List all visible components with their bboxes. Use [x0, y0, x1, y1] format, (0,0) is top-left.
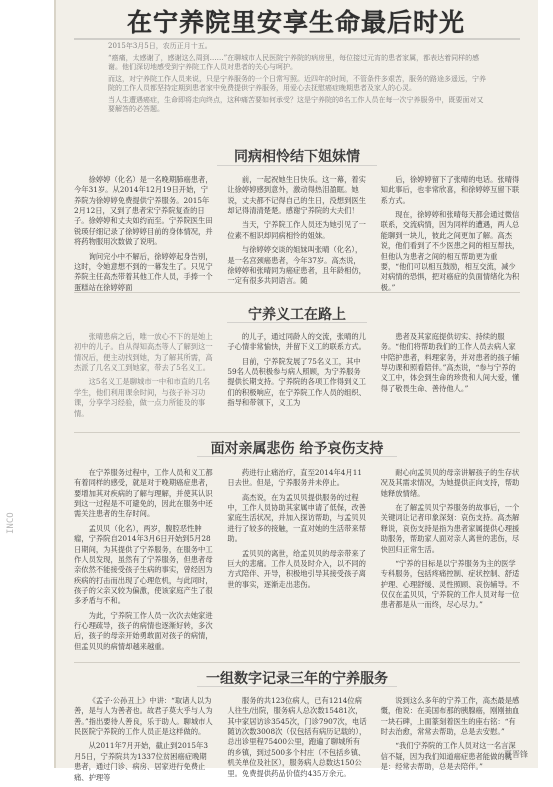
- lead-paragraph: 当人生遭遇癌症，生命即将走向终点，这种痛苦要如何承受？这是宁养院的8名工作人员在每一次宁养服务中，既要面对又要解答的必答题。: [108, 95, 484, 113]
- paragraph: 这5名义工是聊城市一中和市直的几名学生，他们利用课余时间，与孩子补习功课，分享学习经验，做一点力所能及的事情。: [74, 377, 210, 418]
- text-column: [381, 696, 520, 787]
- section-title: 同病相怜结下姐妹情: [234, 149, 360, 165]
- paragraph: 《孟子·公孙丑上》中讲：“取诸人以为善，是与人为善者也。故君子莫大乎与人为善。”指出要待人善良，乐于助人。聊城市人民医院宁养院的工作人员正是这样做的。: [74, 696, 213, 737]
- paragraph: 高杰说，在为孟贝贝提供服务的过程中，工作人员协助其家属申请了低保，改善家庭生活状况，并加入探访帮助，与孟贝贝进行了较多的接触，一直对她的生活带来帮助。: [227, 492, 366, 544]
- lead-paragraph: “癌痛，太感谢了，感谢这么周到……”在聊城市人民医院宁养院的病房里，每位接过元宵的患者家属，都表达着同样的感谢。他们深切地感受到宁养院工作人员对患者的关心与呵护。: [108, 53, 480, 71]
- paragraph: 前，一起祝她生日快乐。这一幕，着实让徐婷婷感到意外，激动得热泪盈眶。她说，丈夫都不记得自己的生日，没想到医生却记得清清楚楚。感谢宁养院的大夫们！: [227, 175, 366, 216]
- section-body: [74, 696, 520, 782]
- text-column: [74, 696, 213, 787]
- section-title: 宁养义工在路上: [248, 307, 346, 323]
- paragraph: 与徐婷婷交谈的姐妹叫张晴（化名），是一名宫颈癌患者，今年37岁。高杰说，徐婷婷和张晴同为癌症患者，且年龄相仿，一定有很多共同语言。随: [227, 245, 366, 286]
- text-column: [74, 175, 213, 297]
- section-body: [74, 468, 520, 652]
- newspaper-page: [56, 0, 538, 782]
- paragraph: 患者及其家庭提供切实、持续的服务。“他们将帮助我们的工作人员去病人家中陪护患者，料理家务，并对患者的孩子辅导功课和照看陪伴。”高杰说，“参与宁养的义工中，体会到生命的珍贵和人间大爱，懂得了敬畏生命、善待他人。”: [380, 332, 520, 393]
- paragraph: 张晴患病之后，唯一放心不下的是她上初中的儿子。自从得知高杰等人了解到这一情况后，便主动找到她，为了解其所需，高杰派了几名义工到她家，带去了5名义工。: [74, 332, 213, 373]
- section-divider: [74, 662, 520, 663]
- paragraph: 说到这么多年的宁养工作，高杰最是感慨，他说：在美国布那的胰腺癌，刚刚抽血一块石碑，上面篆刻着医生的座右铭：“有时去治愈，常常去帮助，总是去安慰。”: [380, 696, 520, 737]
- left-white-margin: [0, 0, 56, 768]
- text-column: [381, 332, 520, 428]
- paragraph: 药进行止痛治疗，直至2014年4月11日去世。但是，宁养服务并未停止。: [227, 468, 362, 488]
- paragraph: 的儿子，通过同龄人的交流，张晴的儿子心情非常愉快，并留下义工的联系方式。: [227, 332, 366, 352]
- text-column: [227, 696, 366, 787]
- text-column: [227, 175, 366, 297]
- section-title-underline: [227, 322, 367, 323]
- byline: 夏晋锋: [504, 750, 528, 759]
- section-title-underline: [197, 686, 397, 687]
- paragraph: 孟贝贝（化名），两岁，腹腔恶性肿瘤，宁养院自2014年3月6日开始到5月28日期间，为其提供了宁养服务，在服务中工作人员发现，虽然有了宁养服务，但患者母亲依然不能接受孩子生病的事实，曾经因为疾病的打击而出现了心理危机，与此同时，孩子的父亲又较为偏激，使该家庭产生了很多矛盾与不和。: [74, 523, 213, 606]
- paragraph: 后，徐婷婷留下了张晴的电话。张晴得知此事后，也非常欣喜，和徐婷婷互留下联系方式。: [380, 175, 520, 205]
- lead-paragraph: 2015年3月5日，农历正月十五。: [108, 42, 212, 50]
- text-column: [227, 468, 366, 656]
- section-body: [74, 332, 520, 428]
- section-title: 面对亲属悲伤 给予哀伤支持: [210, 441, 384, 457]
- text-column: [381, 468, 520, 656]
- lead-paragraphs: [108, 42, 488, 117]
- text-column: [227, 332, 366, 428]
- paragraph: 孟贝贝的离世，给孟贝贝的母亲带来了巨大的悲痛。工作人员及时介入，以不同的方式陪伴、开导，积极地引导其接受孩子离世的事实，逐渐走出悲伤。: [227, 548, 366, 589]
- paragraph: 现在，徐婷婷和张晴每天都会通过微信联系，交流病情，因为同样的遭遇，两人总能聊到一块儿，彼此之间更加了解。高杰说，他们看到了不少医患之间的相互帮扶，但他认为患者之间的相互帮助更为重要，“他们可以相互鼓励，相互交流，减少对病情的恐惧，把对癌症的负面情绪化为积极。”: [380, 210, 520, 292]
- paragraph: 从2011年7月开始，截止到2015年3月5日，宁养院共为1337位贫困癌症晚期患者，通过门诊、病房、居家进行免费止痛、护理等: [74, 741, 208, 782]
- paragraph: 当天，宁养院工作人员还为她引见了一位素不相识却同病相怜的姐妹。: [227, 220, 366, 240]
- section-title-underline: [197, 456, 397, 457]
- section-title-underline: [217, 165, 377, 166]
- headline-rule: [74, 38, 520, 40]
- paragraph: 在宁养服务过程中，工作人员和义工都有着同样的感受，就是对于晚期癌症患者，要增加其对疾病的了解与理解，并使其认识到这一过程是不可避免的，因此在服务中还需关注患者的生存时间。: [74, 468, 213, 519]
- paragraph: 询问完小中不解后，徐婷婷起身告别，这时，令她意想不到的一幕发生了。只见宁养院主任高杰带着其他工作人员，手捧一个蛋糕站在徐婷婷面: [74, 251, 213, 292]
- lead-paragraph: 而这，对宁养院工作人员来说，只是宁养服务的一个日常写照。近四年的时间，不管条件多艰苦，服务的路途多遥远，宁养院的工作人员都坚持定期到患者家中免费提供宁养服务，用爱心去抚慰癌症晚期患者及家人的心灵。: [108, 74, 486, 92]
- paragraph: 耐心向孟贝贝的母亲讲解孩子的生存状况及其需求情况，为她提供正向支持，帮助她释放情绪。: [380, 468, 520, 498]
- text-column: [381, 175, 520, 297]
- section-body: [74, 175, 520, 292]
- paragraph: 为此，宁养院工作人员一次次去她家进行心理疏导，孩子的病情也逐渐好转，多次后，孩子的母亲开始勇敢面对孩子的病情，但孟贝贝的病情却越来越重。: [74, 610, 213, 651]
- paragraph: 目前，宁养院发展了75名义工，其中59名人员积极参与病人照顾，为宁养服务提供长期支持。宁养院的各项工作得到义工们的积极响应，在宁养院工作人员的组织、指导和带领下，义工为: [227, 356, 366, 408]
- text-column: [74, 332, 213, 428]
- paragraph: “我们宁养院的工作人员对这一名言深信不疑，因为我们知道癌症患者能做的就是：经常去帮助，总是去陪伴。”: [380, 741, 516, 772]
- paragraph: 徐婷婷（化名）是一名晚期肺癌患者，今年31岁。从2014年12月19日开始，宁养院为徐婷婷免费提供宁养服务。2015年2月12日，又到了患者宋宁养院复查的日子。徐婷婷和丈夫如约而至。宁养院医生田锐瑛仔细记录了徐婷婷目前的身体情况，并将药物服用次数做了说明。: [74, 175, 213, 247]
- section-divider: [74, 432, 520, 433]
- paragraph: 在了解孟贝贝宁养服务的故事后，一个关键词让记者印象深刻：哀伤支持。高杰解释说，哀伤支持是指为患者家属提供心理援助服务，帮助家人面对亲人离世的悲伤，尽快回归正常生活。: [380, 503, 520, 554]
- left-margin-mark: INCO: [6, 512, 16, 534]
- paragraph: 服务的共123位病人，已有1214位病人往生/出院，服务病人总次数15481次，其中家居访诊3545次，门诊7907次，电话随访次数3008次（仅包括有病历记载的），总出诊里程75400公里，跑遍了聊城所有的乡镇，到过500多个村庄（不包括乡镇、机关单位及社区），服务病人总数达150公里。免费提供药品价值约435万余元。: [227, 696, 367, 778]
- section-title: 一组数字记录三年的宁养服务: [206, 671, 388, 687]
- headline: 在宁养院里安享生命最后时光: [126, 8, 465, 37]
- text-column: [74, 468, 213, 656]
- paragraph: “宁养的目标是以宁养服务为主的医学专科服务，包括疼痛控制、症状控制、舒适护理、心理舒缓、灵性照顾、哀伤辅导。不仅仅在孟贝贝，宁养院的工作人员对每一位患者都是从一而终，尽心尽力。”: [380, 558, 520, 610]
- section-divider: [74, 292, 520, 293]
